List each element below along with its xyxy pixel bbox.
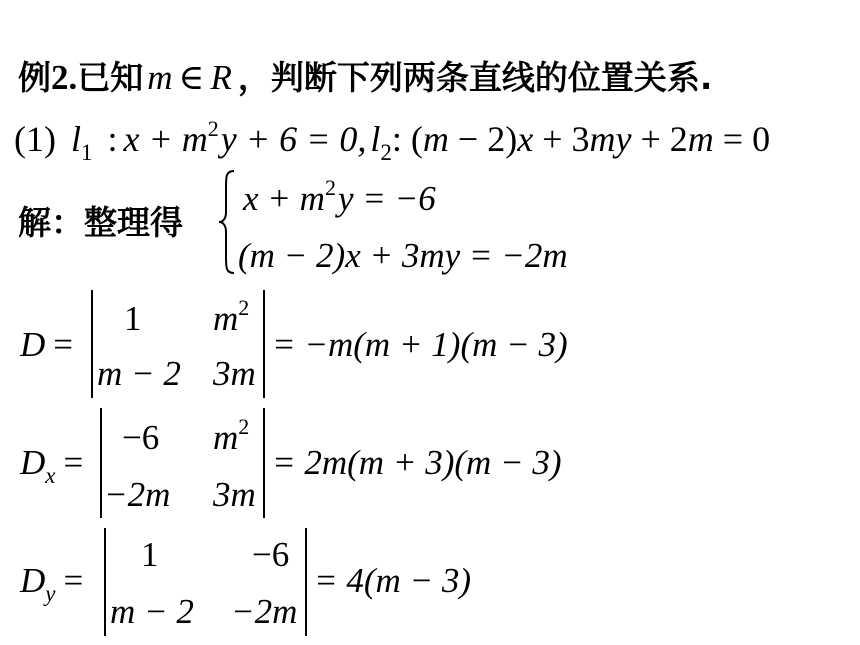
det-dy-a22: −2m <box>231 592 298 631</box>
line-l1-symbol: l <box>70 119 81 159</box>
eq1-sup: 2 <box>207 116 219 141</box>
colon-1: : <box>107 119 118 159</box>
system-brace <box>216 168 238 276</box>
det-dy-right-bar <box>305 528 307 636</box>
eq2-part-b: + 3 <box>533 119 590 159</box>
det-d-left-bar <box>91 290 93 398</box>
det-dx-a22: 3m <box>213 475 256 514</box>
system-equation-1 <box>243 175 436 218</box>
line-l1-subscript: 1 <box>81 140 93 165</box>
det-dx-right-bar <box>263 408 265 518</box>
det-d-a21: m − 2 <box>97 354 181 393</box>
eq1-part-b: y + 6 = 0, <box>220 119 367 159</box>
problem-label: (1) <box>14 119 56 159</box>
det-d-label <box>20 327 73 362</box>
det-dy-a11: 1 <box>141 535 159 574</box>
eq1-part-a: x + m <box>123 119 208 159</box>
det-dy-a21: m − 2 <box>110 592 194 631</box>
det-d-name: D <box>20 325 46 364</box>
system-eq1-sup: 2 <box>324 175 336 200</box>
det-dx-a12: $m^2$ <box>213 414 250 457</box>
det-dy-label <box>20 561 84 606</box>
det-dx-a21: −2m <box>104 475 171 514</box>
given-text: 已知 <box>77 58 144 97</box>
det-dy-a12: −6 <box>252 535 290 574</box>
system-equation-2: (m − 2)x + 3my = −2m <box>238 236 568 275</box>
det-d-a11: 1 <box>124 299 142 338</box>
eq2-x: x <box>517 119 534 159</box>
det-d-result: = −m(m + 1)(m − 3) <box>272 325 568 364</box>
eq2-m2: m <box>687 119 714 159</box>
problem-line <box>14 116 771 165</box>
det-d-right-bar <box>263 290 265 398</box>
eq2-part-d: = 0 <box>713 119 771 159</box>
condition-in-symbol: ∈ <box>178 58 205 97</box>
det-dy-left-bar <box>104 528 106 636</box>
det-dy-name: D <box>20 561 46 600</box>
eq2-open: : ( <box>391 119 423 159</box>
det-dy-subscript: y <box>45 581 56 606</box>
det-dx-result: = 2m(m + 3)(m − 3) <box>272 443 562 482</box>
det-dx-label <box>20 443 84 488</box>
det-d-equals: = <box>53 325 74 364</box>
line-l2-symbol: l <box>370 119 381 159</box>
system-eq1-part-a: x + m <box>243 179 325 218</box>
eq2-part-c: + 2 <box>631 119 688 159</box>
det-d-a22: 3m <box>213 354 256 393</box>
det-dy-equals: = <box>63 561 84 600</box>
det-dx-name: D <box>20 443 46 482</box>
eq2-m: m <box>422 119 449 159</box>
example-title <box>18 60 712 95</box>
det-dx-subscript: x <box>45 463 56 488</box>
det-dx-equals: = <box>63 443 84 482</box>
example-prefix: 例 <box>18 58 51 97</box>
system-eq1-part-b: y = −6 <box>337 179 436 218</box>
line-l2-subscript: 2 <box>380 140 392 165</box>
condition-R: R <box>210 58 232 97</box>
eq2-my: my <box>589 119 632 159</box>
task-text: ，判断下列两条直线的位置关系. <box>237 58 713 97</box>
condition-m: m <box>147 58 173 97</box>
solution-label: 解：整理得 <box>18 203 183 242</box>
det-dy-result: = 4(m − 3) <box>314 561 472 600</box>
det-dx-left-bar <box>100 408 102 518</box>
eq2-part-a: − 2) <box>448 119 518 159</box>
det-d-a12: $m^2$ <box>213 295 250 338</box>
det-dx-a11: −6 <box>122 418 160 457</box>
example-number: 2. <box>51 58 78 97</box>
